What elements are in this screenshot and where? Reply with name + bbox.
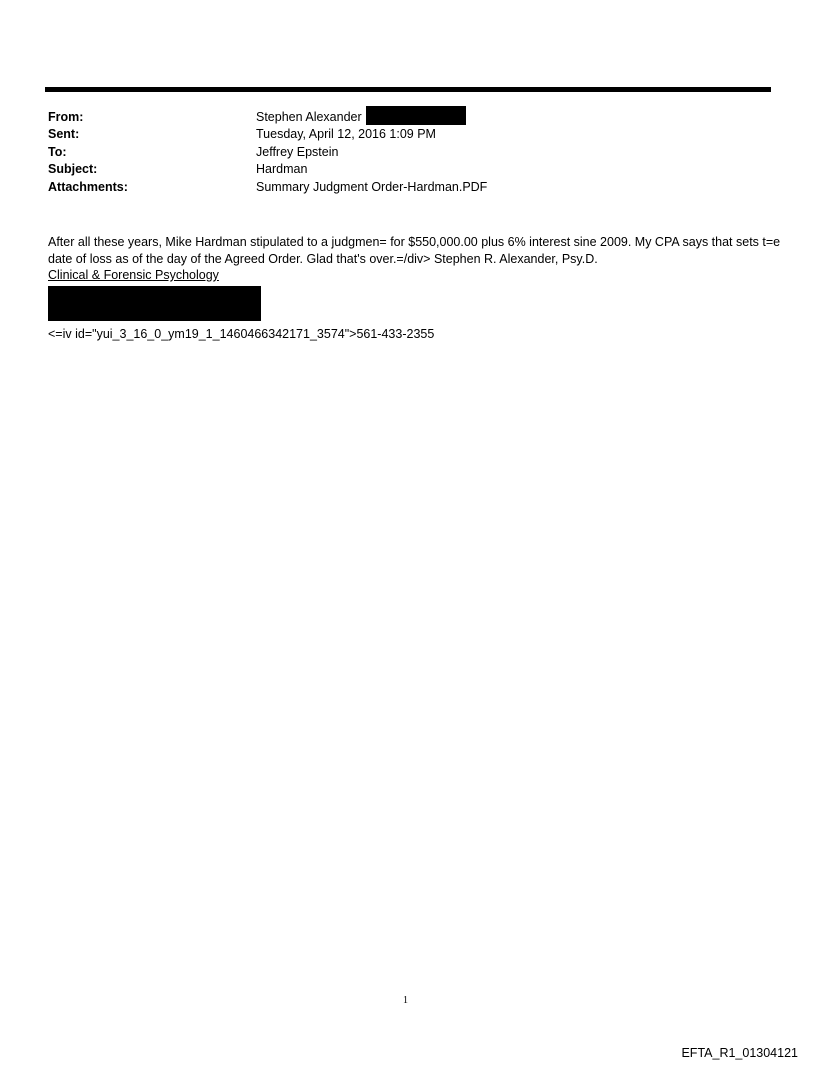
sent-label: Sent:: [48, 127, 80, 142]
attachments-value: Summary Judgment Order-Hardman.PDF: [256, 179, 488, 194]
sent-value: Tuesday, April 12, 2016 1:09 PM: [256, 127, 436, 142]
email-header: [48, 108, 768, 196]
from-name: Stephen Alexander: [256, 109, 362, 124]
subject-label: Subject:: [48, 162, 98, 177]
signature-title: Clinical & Forensic Psychology: [48, 268, 219, 282]
to-value: Jeffrey Epstein: [256, 144, 339, 159]
email-body: [48, 234, 783, 284]
page-number: 1: [403, 995, 408, 1006]
to-row: [48, 143, 768, 161]
document-id: EFTA_R1_01304121: [681, 1046, 798, 1060]
signature-redaction-box: [48, 286, 261, 321]
subject-value: Hardman: [256, 162, 308, 177]
body-paragraph: After all these years, Mike Hardman stipulated to a judgmen= for $550,000.00 plus 6% interest sine 2009. My CPA says that sets t=e date of loss as of the day of the Agreed Order. Glad that's over.=/div> Stephen R. Alexander, Psy.D.: [48, 235, 781, 266]
attachments-row: [48, 178, 768, 196]
from-value: [256, 107, 466, 126]
attachments-label: Attachments:: [48, 179, 128, 194]
from-label: From:: [48, 109, 84, 124]
to-label: To:: [48, 144, 67, 159]
redaction-box: [366, 106, 466, 125]
header-divider: [45, 87, 771, 92]
phone-line: <=iv id="yui_3_16_0_ym19_1_1460466342171_3574">561-433-2355: [48, 327, 435, 341]
from-row: [48, 108, 768, 126]
sent-row: [48, 126, 768, 144]
subject-row: [48, 161, 768, 179]
